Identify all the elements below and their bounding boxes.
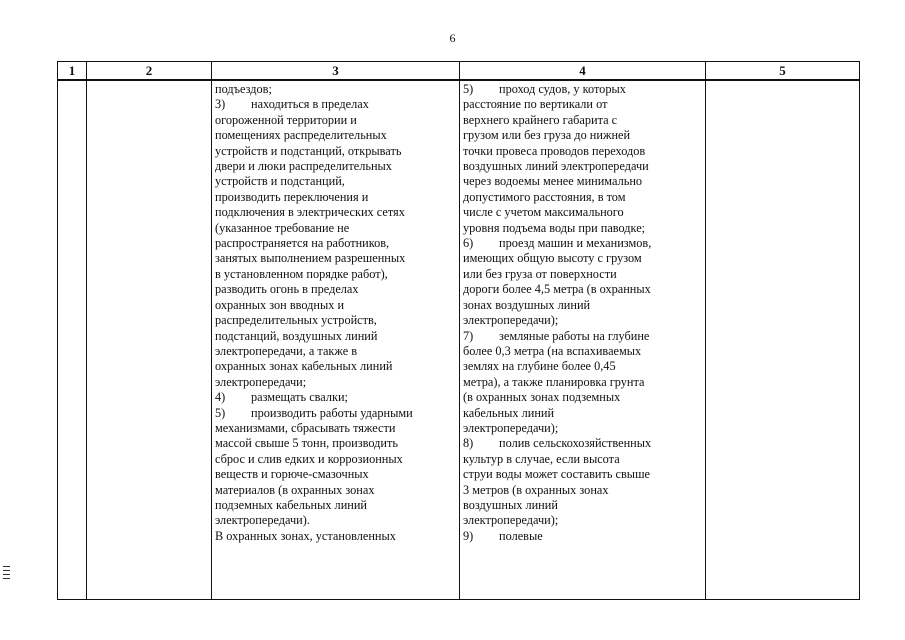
text-line: материалов (в охранных зонах [215,482,375,497]
text-line [463,529,702,544]
text-line: землях на глубине более 0,45 [463,359,616,374]
text-line: верхнего крайнего габарита с [463,112,618,127]
text-line: через водоемы менее минимально [463,174,643,189]
text-line: электропередачи; [215,374,307,389]
text-line [463,436,702,451]
table-row [58,80,860,600]
text-line: производить переключения и [215,189,369,204]
document-table [57,61,860,600]
item-number: 5) [215,405,226,420]
text-line [463,236,702,251]
text-line [463,329,702,344]
text-line [215,97,456,112]
col3-text [212,81,459,598]
text-line: 3 метров (в охранных зонах [463,482,609,497]
cell-col-4 [460,80,706,600]
text-line: электропередачи, а также в [215,343,358,358]
text-line: массой свыше 5 тонн, производить [215,436,398,451]
item-text: полевые [499,528,543,543]
text-line: устройств и подстанций, открывать [215,143,402,158]
binding-mark [3,566,10,584]
text-line: распространяется на работников, [215,236,390,251]
text-line: метра), а также планировка грунта [463,374,645,389]
item-number: 8) [463,436,474,451]
text-line: более 0,3 метра (на вспахиваемых [463,343,642,358]
text-line: подъездов; [215,82,272,96]
text-line: подстанций, воздушных линий [215,328,378,343]
cell-col-1 [58,80,87,600]
cell-col-5 [706,80,860,600]
text-line: в установленном порядке работ), [215,266,388,281]
text-line: расстояние по вертикали от [463,97,608,112]
item-text: проход судов, у которых [499,82,626,96]
text-line: В охранных зонах, установленных [215,528,396,543]
text-line: распределительных устройств, [215,313,377,328]
text-line: имеющих общую высоту с грузом [463,251,642,266]
text-line: электропередачи). [215,513,310,528]
text-line: дороги более 4,5 метра (в охранных [463,282,651,297]
text-line: (указанное требование не [215,220,350,235]
text-line: числе с учетом максимального [463,205,624,220]
text-line [215,390,456,405]
column-header-3: 3 [212,62,460,81]
cell-col-2 [87,80,212,600]
column-header-1: 1 [58,62,87,81]
item-text: проезд машин и механизмов, [499,236,652,251]
text-line: культур в случае, если высота [463,451,620,466]
text-line [215,406,456,421]
text-line: подземных кабельных линий [215,497,368,512]
column-header-2: 2 [87,62,212,81]
text-line: механизмами, сбрасывать тяжести [215,420,396,435]
text-line: уровня подъема воды при паводке; [463,220,646,235]
text-line: охранных зон вводных и [215,297,345,312]
item-number: 5) [463,82,474,96]
text-line: занятых выполнением разрешенных [215,251,406,266]
text-line: помещениях распределительных [215,128,387,143]
text-line: кабельных линий [463,405,555,420]
text-line: точки провеса проводов переходов [463,143,646,158]
text-line: электропередачи); [463,513,559,528]
text-line: устройств и подстанций, [215,174,345,189]
text-line: зонах воздушных линий [463,297,591,312]
text-line: разводить огонь в пределах [215,282,359,297]
text-line: веществ и горюче-смазочных [215,467,369,482]
text-line: струи воды может составить свыше [463,467,650,482]
page-number: 6 [449,31,456,45]
item-number: 7) [463,328,474,343]
text-line: электропередачи); [463,420,559,435]
column-header-5: 5 [706,62,860,81]
text-line [463,82,702,97]
item-text: находиться в пределах [251,97,369,112]
text-line: или без груза от поверхности [463,266,617,281]
item-text: размещать свалки; [251,390,348,405]
item-text: полив сельскохозяйственных [499,436,652,451]
text-line: огороженной территории и [215,112,357,127]
text-line: грузом или без груза до нижней [463,128,631,143]
text-line: воздушных линий электропередачи [463,159,649,174]
item-number: 3) [215,97,226,112]
text-line: электропередачи); [463,313,559,328]
item-number: 6) [463,236,474,251]
text-line: подключения в электрических сетях [215,205,405,220]
item-number: 4) [215,390,226,405]
cell-col-3 [212,80,460,600]
text-line: сброс и слив едких и коррозионных [215,451,403,466]
text-line: (в охранных зонах подземных [463,390,621,405]
col4-text [460,81,705,598]
column-header-4: 4 [460,62,706,81]
text-line: воздушных линий [463,497,558,512]
text-line: допустимого расстояния, в том [463,189,626,204]
text-line: двери и люки распределительных [215,159,392,174]
item-number: 9) [463,528,474,543]
item-text: земляные работы на глубине [499,328,650,343]
item-text: производить работы ударными [251,405,413,420]
text-line: охранных зонах кабельных линий [215,359,393,374]
header-row [58,62,860,81]
